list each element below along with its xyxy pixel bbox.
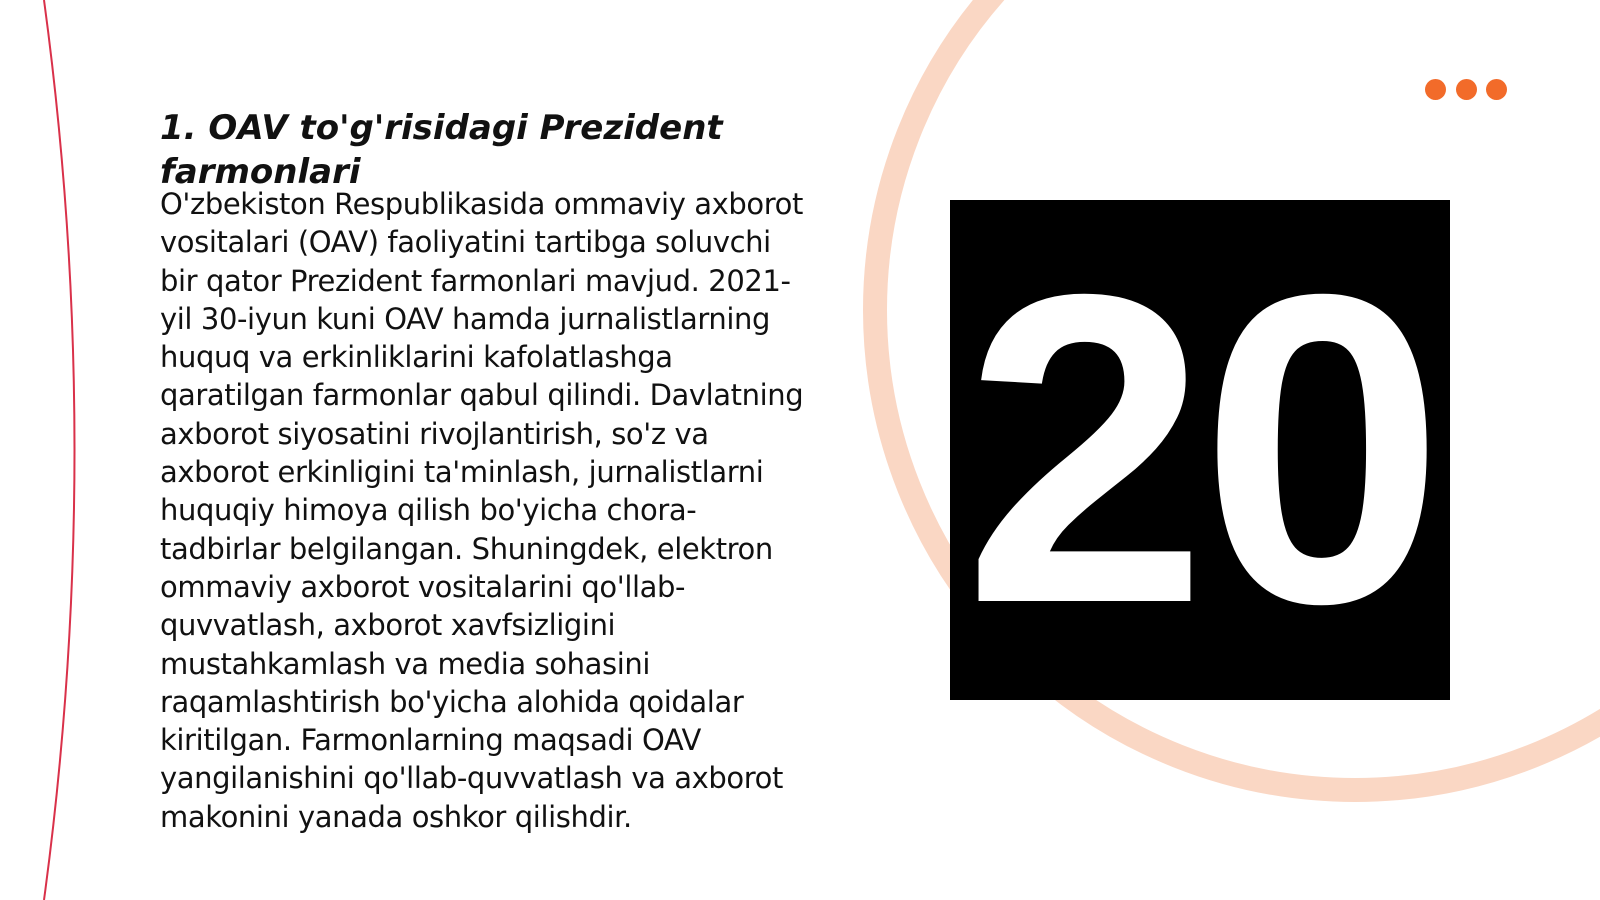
- dot-2: [1456, 79, 1477, 100]
- number-tile-value: 20: [963, 204, 1437, 695]
- slide-title: 1. OAV to'g'risidagi Prezident farmonlari: [160, 108, 723, 192]
- slide-body-text: O'zbekiston Respublikasida ommaviy axborot vositalari (OAV) faoliyatini tartibga soluvchi bir qator Prezident farmonlari mavjud. 2021-yil 30-iyun kuni OAV hamda jurnalistlarning huquq va erkinliklarini kafolatlashga qaratilgan farmonlar qabul qilindi. Davlatning axborot siyosatini rivojlantirish, so'z va axborot erkinligini ta'minlash, jurnalistlarni huquqiy himoya qilish bo'yicha chora-tadbirlar belgilangan. Shuningdek, elektron ommaviy axborot vositalarini qo'llab-quvvatlash, axborot xavfsizligini mustahkamlash va media sohasini raqamlashtirish bo'yicha alohida qoidalar kiritilgan. Farmonlarning maqsadi OAV yangilanishini qo'llab-quvvatlash va axborot makonini yanada oshkor qilishdir.: [160, 187, 804, 834]
- dot-1: [1425, 79, 1446, 100]
- dot-3: [1486, 79, 1507, 100]
- number-tile: [950, 200, 1450, 700]
- left-curve-line: [44, 0, 75, 900]
- three-dots-icon[interactable]: [1425, 79, 1513, 101]
